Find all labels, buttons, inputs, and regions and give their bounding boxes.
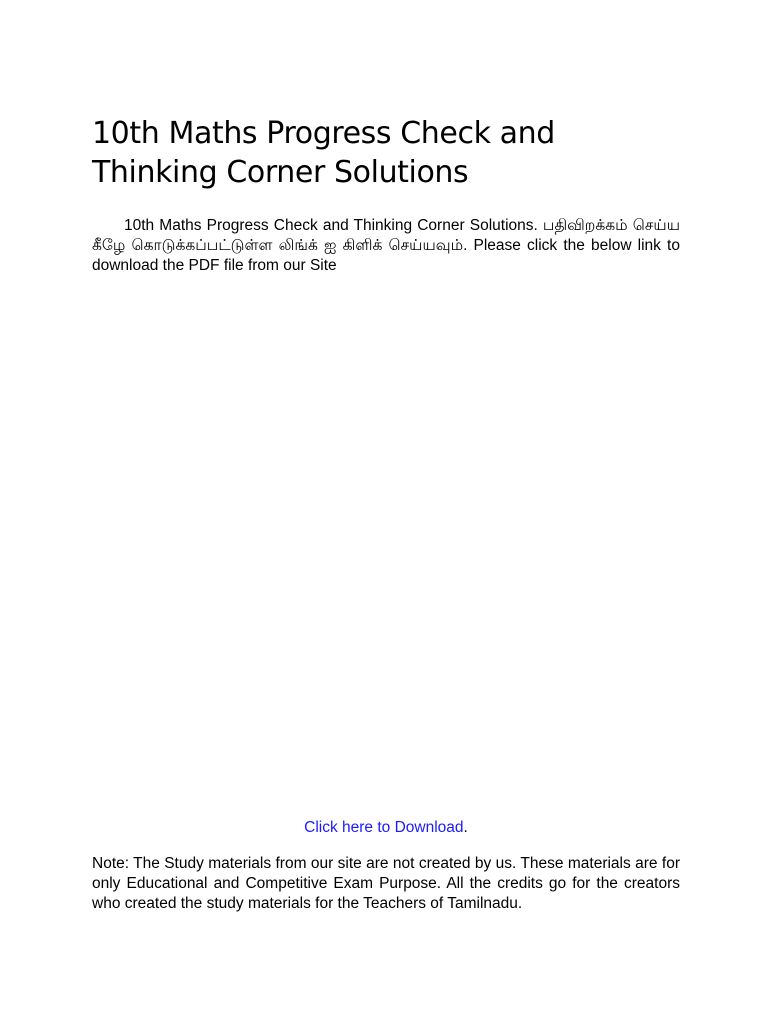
page-title: 10th Maths Progress Check and Thinking Corner Solutions — [92, 116, 555, 190]
document-page — [92, 114, 680, 912]
download-link-suffix: . — [463, 819, 468, 836]
note-paragraph: Note: The Study materials from our site are not created by us. These materials are for only Educational and Competitive Exam Purpose. All the credits go for the creators who created the study materials for the Teachers of Tamilnadu. — [92, 854, 680, 912]
intro-paragraph: 10th Maths Progress Check and Thinking Corner Solutions. பதிவிறக்கம் செய்ய கீழே கொடுக்கப்பட்டுள்ள லிங்க் ஐ கிளிக் செய்யவும். Please click the below link to download the PDF file from our Site — [92, 217, 680, 274]
download-line — [92, 818, 680, 838]
download-link[interactable]: Click here to Download — [304, 819, 464, 836]
